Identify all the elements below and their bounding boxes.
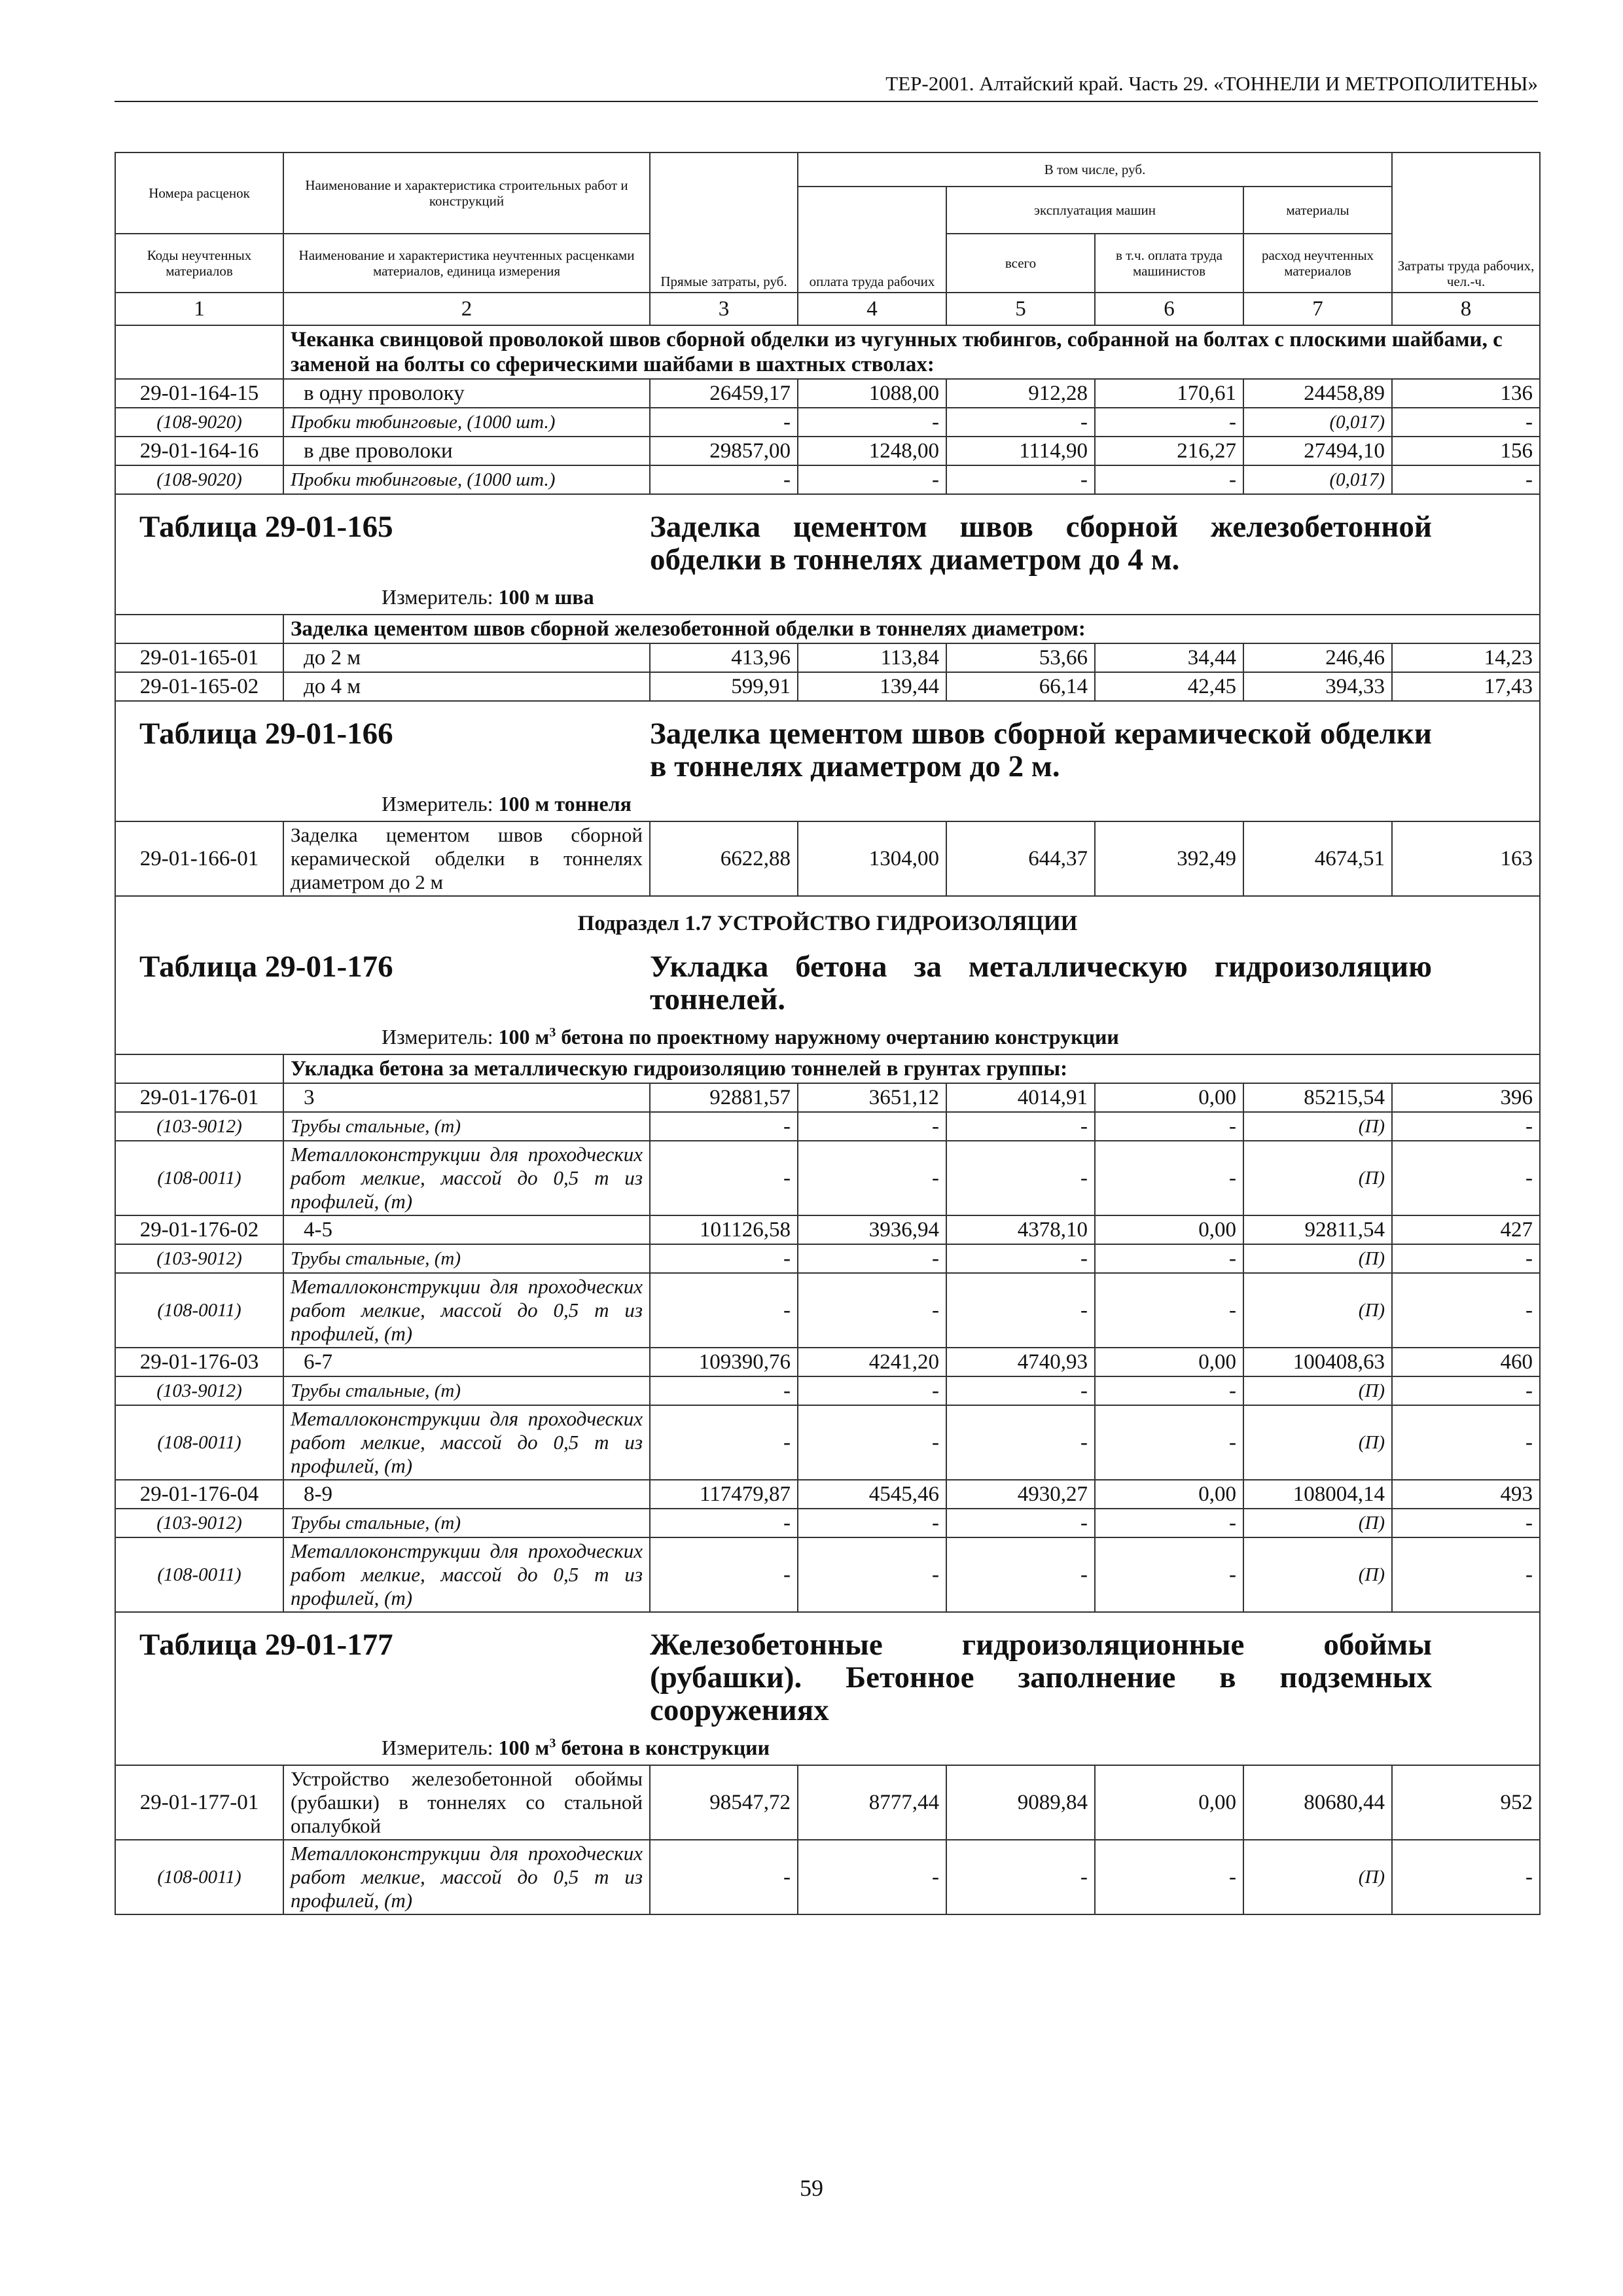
table-row: (108-9020) Пробки тюбинговые, (1000 шт.) - - - - (0,017) - bbox=[115, 465, 1540, 494]
col-num: 6 bbox=[1095, 293, 1243, 325]
col-head-3: Прямые затраты, руб. bbox=[650, 152, 798, 293]
col-head-materials: материалы bbox=[1243, 187, 1392, 234]
table-number: Таблица 29-01-176 bbox=[139, 950, 393, 984]
col-num: 2 bbox=[283, 293, 650, 325]
table-row: 29-01-176-03 6-7 109390,76 4241,20 4740,93 0,00 100408,63 460 bbox=[115, 1348, 1540, 1376]
table-row: (108-0011) Металлоконструкции для проходческих работ мелкие, массой до 0,5 т из профилей, (т) - - - - (П) - bbox=[115, 1273, 1540, 1348]
table-row: 29-01-176-01 3 92881,57 3651,12 4014,91 0,00 85215,54 396 bbox=[115, 1083, 1540, 1112]
col-head-1a: Номера расценок bbox=[115, 152, 283, 234]
table-row: 29-01-164-16 в две проволоки 29857,00 1248,00 1114,90 216,27 27494,10 156 bbox=[115, 437, 1540, 465]
running-header: ТЕР-2001. Алтайский край. Часть 29. «ТОННЕЛИ И МЕТРОПОЛИТЕНЫ» bbox=[115, 72, 1538, 102]
col-num: 8 bbox=[1392, 293, 1540, 325]
col-num: 3 bbox=[650, 293, 798, 325]
table-row: (108-0011) Металлоконструкции для проходческих работ мелкие, массой до 0,5 т из профилей, (т) - - - - (П) - bbox=[115, 1141, 1540, 1215]
measure-unit: Измеритель: 100 $м^3$ бетона по проектному наружному очертанию конструкции bbox=[382, 1025, 1119, 1049]
table-row: (108-0011) Металлоконструкции для проходческих работ мелкие, массой до 0,5 т из профилей, (т) - - - - (П) - bbox=[115, 1405, 1540, 1480]
col-num: 5 bbox=[946, 293, 1095, 325]
col-head-4: оплата труда рабочих bbox=[798, 187, 946, 293]
table-heading-166 bbox=[115, 701, 1540, 821]
table-row: (103-9012) Трубы стальные, (т) - - - - (П) - bbox=[115, 1112, 1540, 1141]
measure-unit: Измеритель: 100 м тоннеля bbox=[382, 792, 632, 816]
table-row: 29-01-164-15 в одну проволоку 26459,17 1088,00 912,28 170,61 24458,89 136 bbox=[115, 379, 1540, 408]
measure-unit: Измеритель: 100 м шва bbox=[382, 585, 594, 609]
table-row: (108-0011) Металлоконструкции для проходческих работ мелкие, массой до 0,5 т из профилей, (т) - - - - (П) - bbox=[115, 1537, 1540, 1612]
table-title: Железобетонные гидроизоляционные обоймы (рубашки). Бетонное заполнение в подземных сооружениях bbox=[650, 1628, 1432, 1727]
table-row: 29-01-177-01 Устройство железобетонной обоймы (рубашки) в тоннелях со стальной опалубкой 98547,72 8777,44 9089,84 0,00 80680,44 952 bbox=[115, 1765, 1540, 1840]
table-row: 29-01-165-02 до 4 м 599,91 139,44 66,14 42,45 394,33 17,43 bbox=[115, 672, 1540, 701]
price-table bbox=[115, 152, 1541, 1915]
table-number: Таблица 29-01-165 bbox=[139, 510, 393, 544]
table-row: (108-0011) Металлоконструкции для проходческих работ мелкие, массой до 0,5 т из профилей, (т) - - - - (П) - bbox=[115, 1840, 1540, 1914]
col-num: 4 bbox=[798, 293, 946, 325]
table-row: 29-01-165-01 до 2 м 413,96 113,84 53,66 34,44 246,46 14,23 bbox=[115, 643, 1540, 672]
table-title: Заделка цементом швов сборной керамической обделки в тоннелях диаметром до 2 м. bbox=[650, 717, 1432, 783]
col-head-8: Затраты труда рабочих, чел.-ч. bbox=[1392, 152, 1540, 293]
measure-unit: Измеритель: 100 $м^3$ бетона в конструкции bbox=[382, 1736, 770, 1759]
col-head-7: расход неучтенных материалов bbox=[1243, 234, 1392, 293]
col-num: 1 bbox=[115, 293, 283, 325]
col-head-2b: Наименование и характеристика неучтенных расценками материалов, единица измерения bbox=[283, 234, 650, 293]
table-row: (103-9012) Трубы стальные, (т) - - - - (П) - bbox=[115, 1244, 1540, 1273]
table-row: (108-9020) Пробки тюбинговые, (1000 шт.) - - - - (0,017) - bbox=[115, 408, 1540, 437]
col-head-2a: Наименование и характеристика строительных работ и конструкций bbox=[283, 152, 650, 234]
table-number: Таблица 29-01-177 bbox=[139, 1628, 393, 1662]
col-head-1b: Коды неучтенных материалов bbox=[115, 234, 283, 293]
table-title: Укладка бетона за металлическую гидроизоляцию тоннелей. bbox=[650, 950, 1432, 1016]
col-head-5: всего bbox=[946, 234, 1095, 293]
table-title: Заделка цементом швов сборной железобетонной обделки в тоннелях диаметром до 4 м. bbox=[650, 510, 1432, 577]
col-head-machines: эксплуатация машин bbox=[946, 187, 1243, 234]
table-row: 29-01-166-01 Заделка цементом швов сборной керамической обделки в тоннелях диаметром до 2 м 6622,88 1304,00 644,37 392,49 4674,51 163 bbox=[115, 821, 1540, 896]
group-lead-165: Заделка цементом швов сборной железобетонной обделки в тоннелях диаметром: bbox=[283, 615, 1540, 643]
table-heading-176 bbox=[115, 948, 1540, 1054]
col-head-incl: В том числе, руб. bbox=[798, 152, 1392, 187]
table-row: 29-01-176-02 4-5 101126,58 3936,94 4378,10 0,00 92811,54 427 bbox=[115, 1215, 1540, 1244]
table-row: (103-9012) Трубы стальные, (т) - - - - (П) - bbox=[115, 1376, 1540, 1405]
page-number: 59 bbox=[800, 2175, 823, 2201]
table-number: Таблица 29-01-166 bbox=[139, 717, 393, 751]
col-head-6: в т.ч. оплата труда машинистов bbox=[1095, 234, 1243, 293]
group-lead-176: Укладка бетона за металлическую гидроизоляцию тоннелей в грунтах группы: bbox=[283, 1054, 1540, 1083]
table-heading-165 bbox=[115, 494, 1540, 615]
table-heading-177 bbox=[115, 1612, 1540, 1765]
table-row: (103-9012) Трубы стальные, (т) - - - - (П) - bbox=[115, 1509, 1540, 1537]
table-row: 29-01-176-04 8-9 117479,87 4545,46 4930,27 0,00 108004,14 493 bbox=[115, 1480, 1540, 1509]
col-num: 7 bbox=[1243, 293, 1392, 325]
group-lead-164: Чеканка свинцовой проволокой швов сборной обделки из чугунных тюбингов, собранной на болтах с плоскими шайбами, с заменой на болты со сферическими шайбами в шахтных стволах: bbox=[283, 325, 1540, 379]
section-title: Подраздел 1.7 УСТРОЙСТВО ГИДРОИЗОЛЯЦИИ bbox=[115, 896, 1540, 948]
